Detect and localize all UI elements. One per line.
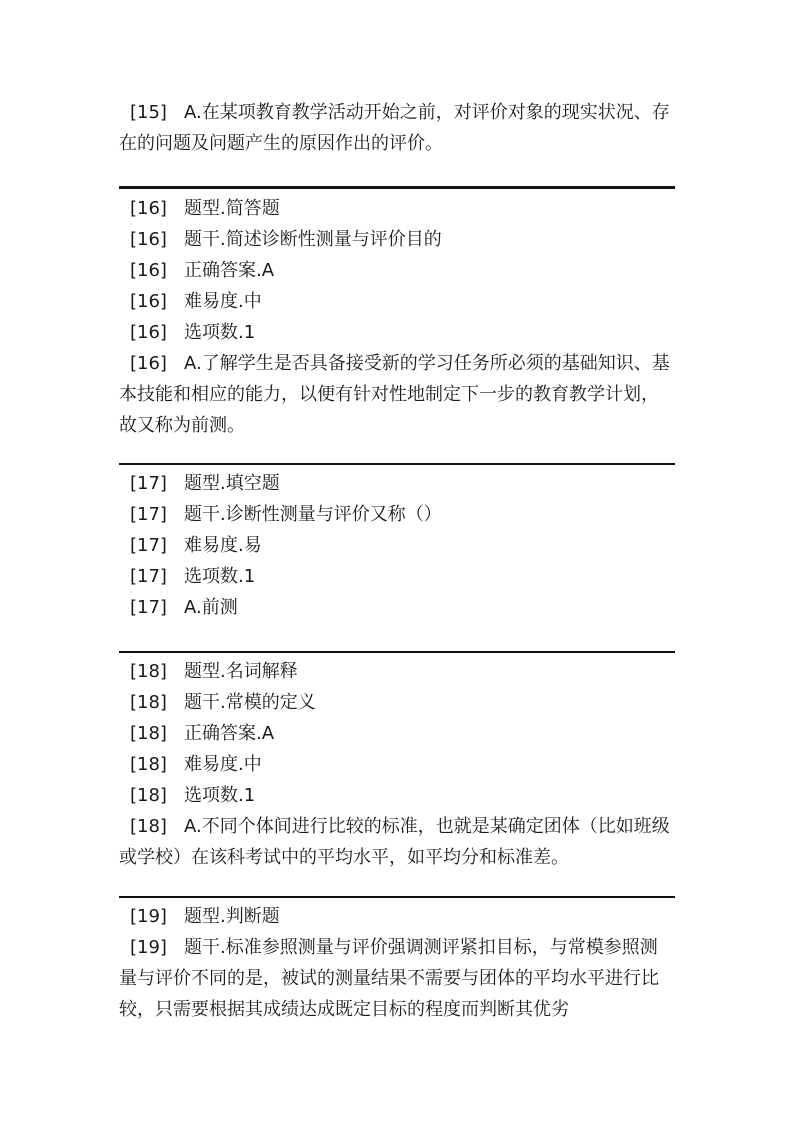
- q19-type: 题型.判断题: [184, 906, 280, 927]
- q16-number: [16]: [130, 260, 167, 281]
- q17-answer-line: [119, 592, 675, 623]
- q19-stem-continuation: 较，只需要根据其成绩达成既定目标的程度而判断其优劣: [119, 999, 569, 1020]
- q18-answer-line: [119, 811, 675, 842]
- q18-correct: 正确答案.A: [184, 723, 275, 744]
- q18-type: 题型.名词解释: [184, 661, 298, 682]
- q16-answer-text: A.了解学生是否具备接受新的学习任务所必须的基础知识、基: [184, 353, 670, 374]
- q16-options: 选项数.1: [184, 322, 256, 343]
- q17-number: [17]: [130, 566, 167, 587]
- q16-number: [16]: [130, 229, 167, 250]
- q16-correct-line: [119, 255, 675, 286]
- q17-type-line: [119, 468, 675, 499]
- q16-options-line: [119, 317, 675, 348]
- q18-stem-line: [119, 687, 675, 718]
- q19-stem: 题干.标准参照测量与评价强调测评紧扣目标，与常模参照测: [184, 937, 658, 958]
- q17-stem: 题干.诊断性测量与评价又称（）: [184, 504, 442, 525]
- q16-number: [16]: [130, 291, 167, 312]
- q18-number: [18]: [130, 723, 167, 744]
- q15-answer-text: A.在某项教育教学活动开始之前，对评价对象的现实状况、存: [184, 102, 670, 123]
- q16-difficulty: 难易度.中: [184, 291, 262, 312]
- q17-stem-line: [119, 499, 675, 530]
- q17-number: [17]: [130, 504, 167, 525]
- q16-answer-continuation: 故又称为前测。: [119, 415, 245, 436]
- q16-number: [16]: [130, 198, 167, 219]
- document-content: [119, 97, 675, 1025]
- q15-number: [15]: [130, 102, 167, 123]
- q19-stem-line: [119, 932, 675, 963]
- q18-number: [18]: [130, 661, 167, 682]
- q16-number: [16]: [130, 353, 167, 374]
- q16-difficulty-line: [119, 286, 675, 317]
- q17-number: [17]: [130, 597, 167, 618]
- q18-number: [18]: [130, 816, 167, 837]
- q19-number: [19]: [130, 937, 167, 958]
- q17-difficulty: 难易度.易: [184, 535, 262, 556]
- q18-type-line: [119, 656, 675, 687]
- q16-number: [16]: [130, 322, 167, 343]
- q18-number: [18]: [130, 785, 167, 806]
- q19-type-line: [119, 901, 675, 932]
- q18-difficulty: 难易度.中: [184, 754, 262, 775]
- q16-answer-line: [119, 348, 675, 379]
- q18-number: [18]: [130, 754, 167, 775]
- q16-type: 题型.简答题: [184, 198, 280, 219]
- q18-answer-continuation: 或学校）在该科考试中的平均水平，如平均分和标准差。: [119, 847, 569, 868]
- q19-stem-continuation: 量与评价不同的是，被试的测量结果不需要与团体的平均水平进行比: [119, 968, 659, 989]
- q19-number: [19]: [130, 906, 167, 927]
- q18-difficulty-line: [119, 749, 675, 780]
- q17-options-line: [119, 561, 675, 592]
- q18-answer-text: A.不同个体间进行比较的标准，也就是某确定团体（比如班级: [184, 816, 670, 837]
- q17-number: [17]: [130, 473, 167, 494]
- q17-answer: A.前测: [184, 597, 238, 618]
- q18-number: [18]: [130, 692, 167, 713]
- q16-answer-continuation: 本技能和相应的能力，以便有针对性地制定下一步的教育教学计划，: [119, 384, 659, 405]
- q17-difficulty-line: [119, 530, 675, 561]
- q16-stem-line: [119, 224, 675, 255]
- q15-answer-continuation: 在的问题及问题产生的原因作出的评价。: [119, 133, 443, 154]
- q18-options-line: [119, 780, 675, 811]
- q15-answer-line: [119, 97, 675, 128]
- q16-type-line: [119, 193, 675, 224]
- q17-options: 选项数.1: [184, 566, 256, 587]
- q17-type: 题型.填空题: [184, 473, 280, 494]
- q18-options: 选项数.1: [184, 785, 256, 806]
- q16-correct: 正确答案.A: [184, 260, 275, 281]
- q18-correct-line: [119, 718, 675, 749]
- q18-stem: 题干.常模的定义: [184, 692, 316, 713]
- q16-stem: 题干.简述诊断性测量与评价目的: [184, 229, 442, 250]
- q17-number: [17]: [130, 535, 167, 556]
